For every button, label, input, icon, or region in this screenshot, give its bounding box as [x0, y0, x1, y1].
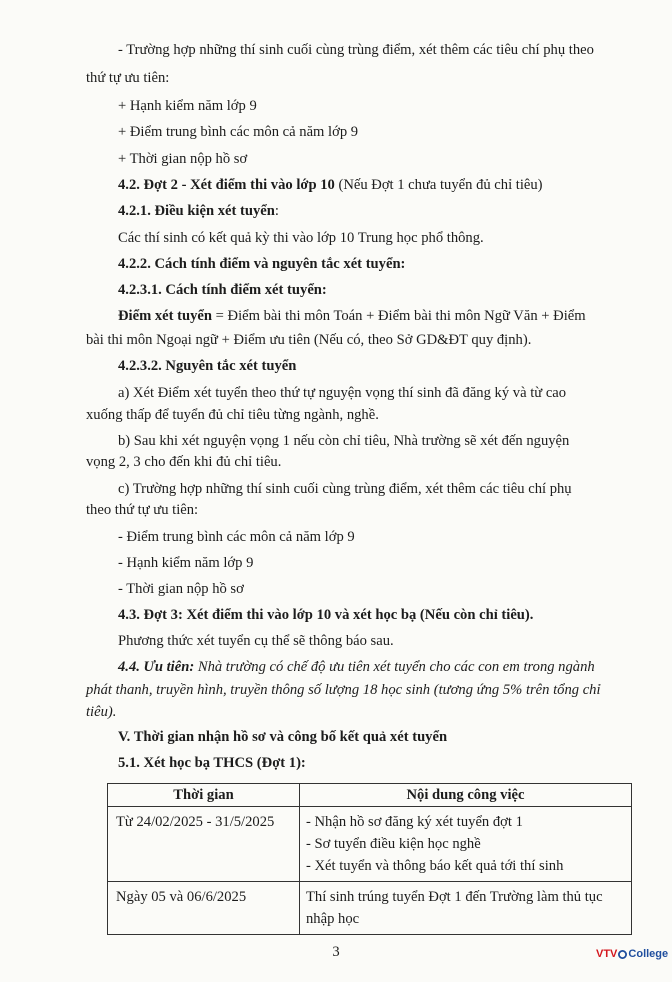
heading-rest: (Nếu Đợt 1 chưa tuyển đủ chỉ tiêu): [334, 177, 543, 193]
list-item: + Điểm trung bình các môn cả năm lớp 9: [118, 124, 359, 140]
task-item: - Xét tuyển và thông báo kết quả tới thí sinh: [306, 858, 564, 874]
heading-bold: 4.4. Ưu tiên:: [118, 659, 195, 675]
task-item: Thí sinh trúng tuyển Đợt 1 đến Trường làm thủ tục: [306, 889, 603, 905]
paragraph-line: theo thứ tự ưu tiên:: [86, 502, 199, 518]
page-number: 3: [332, 944, 340, 960]
formula-line: bài thi môn Ngoại ngữ + Điểm ưu tiên (Nếu có, theo Sở GD&ĐT quy định).: [86, 332, 532, 348]
table-row: [108, 882, 632, 935]
list-item: + Thời gian nộp hồ sơ: [118, 151, 248, 167]
heading-bold: 4.2. Đợt 2 - Xét điểm thi vào lớp 10: [118, 177, 335, 193]
logo-dot-icon: [618, 950, 627, 959]
section-heading-v: V. Thời gian nhận hồ sơ và công bố kết quả xét tuyển: [118, 729, 448, 745]
table-cell-tasks: [300, 882, 632, 935]
paragraph-line: a) Xét Điểm xét tuyển theo thứ tự nguyện vọng thí sinh đã đăng ký và từ cao: [118, 385, 567, 401]
paragraph-line: Phương thức xét tuyển cụ thể sẽ thông báo sau.: [118, 633, 394, 649]
formula-term: Điểm xét tuyển: [118, 308, 213, 324]
table-cell-time: Ngày 05 và 06/6/2025: [108, 882, 300, 935]
schedule-table: [107, 783, 632, 935]
paragraph-line: thứ tự ưu tiên:: [86, 70, 170, 86]
paragraph-line: vọng 2, 3 cho đến khi đủ chỉ tiêu.: [86, 454, 282, 470]
section-4-4-line: [118, 657, 595, 677]
list-item: - Thời gian nộp hồ sơ: [118, 581, 244, 597]
section-4-4-line: phát thanh, truyền hình, truyền thông số lượng 18 học sinh (tương ứng 5% trên tổng chỉ: [86, 682, 601, 698]
section-heading-4-2-3-2: 4.2.3.2. Nguyên tắc xét tuyển: [118, 358, 297, 374]
section-heading-4-3: 4.3. Đợt 3: Xét điểm thi vào lớp 10 và xét học bạ (Nếu còn chỉ tiêu).: [118, 607, 534, 623]
table-cell-tasks: [300, 807, 632, 882]
paragraph-line: - Trường hợp những thí sinh cuối cùng trùng điểm, xét thêm các tiêu chí phụ theo: [118, 42, 594, 58]
task-item: - Nhận hồ sơ đăng ký xét tuyển đợt 1: [306, 814, 523, 830]
table-header: Thời gian: [108, 784, 300, 807]
table-header: Nội dung công việc: [300, 784, 632, 807]
paragraph-line: xuống thấp để tuyển đủ chỉ tiêu từng ngành, nghề.: [86, 407, 379, 423]
section-heading-4-2-1: [118, 201, 279, 221]
paragraph-line: b) Sau khi xét nguyện vọng 1 nếu còn chỉ tiêu, Nhà trường sẽ xét đến nguyện: [118, 433, 570, 449]
section-heading-5-1: 5.1. Xét học bạ THCS (Đợt 1):: [118, 755, 306, 771]
list-item: - Điểm trung bình các môn cả năm lớp 9: [118, 529, 355, 545]
vtv-college-logo: [596, 948, 668, 960]
task-item: - Sơ tuyển điều kiện học nghề: [306, 836, 481, 852]
list-item: - Hạnh kiểm năm lớp 9: [118, 555, 254, 571]
formula-line: [118, 306, 586, 326]
vtv-logo-mark: [596, 948, 628, 960]
table-row: [108, 807, 632, 882]
logo-vtv-text: VTV: [596, 948, 618, 960]
task-item: nhập học: [306, 911, 360, 927]
table-header-row: [108, 784, 632, 807]
formula-rest: = Điểm bài thi môn Toán + Điểm bài thi môn Ngữ Văn + Điểm: [212, 308, 586, 324]
section-heading-4-2: [118, 175, 543, 195]
heading-rest: Nhà trường có chế độ ưu tiên xét tuyển cho các con em trong ngành: [194, 659, 595, 675]
list-item: + Hạnh kiểm năm lớp 9: [118, 98, 257, 114]
heading-bold: 4.2.1. Điều kiện xét tuyển: [118, 203, 275, 219]
paragraph-line: c) Trường hợp những thí sinh cuối cùng trùng điểm, xét thêm các tiêu chí phụ: [118, 481, 572, 497]
heading-rest: :: [274, 203, 279, 219]
section-heading-4-2-2: 4.2.2. Cách tính điểm và nguyên tắc xét tuyển:: [118, 256, 406, 272]
section-heading-4-2-3-1: 4.2.3.1. Cách tính điểm xét tuyển:: [118, 282, 327, 298]
paragraph-line: Các thí sinh có kết quả kỳ thi vào lớp 10 Trung học phổ thông.: [118, 230, 484, 246]
logo-college-text: College: [628, 948, 669, 960]
section-4-4-line: tiêu).: [86, 704, 117, 720]
table-cell-time: Từ 24/02/2025 - 31/5/2025: [108, 807, 300, 882]
